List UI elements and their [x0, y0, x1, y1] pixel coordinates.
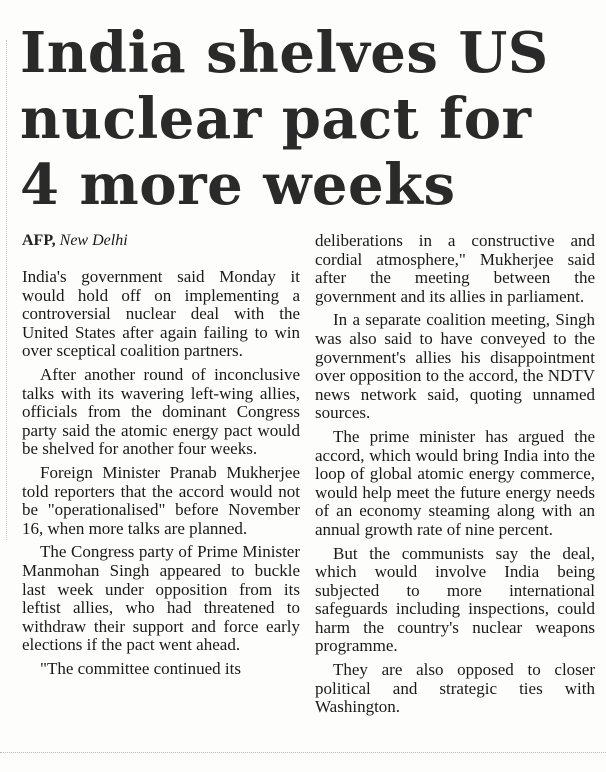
- article-column-right: [315, 232, 595, 722]
- paragraph: Foreign Minister Pranab Mukherjee told reporters that the accord would not be "operationalised" before November 16, when more talks are planned.: [22, 462, 300, 538]
- paragraph: They are also opposed to closer political and strategic ties with Washington.: [315, 660, 595, 717]
- paragraph: deliberations in a constructive and cordial atmosphere," Mukherjee said after the meeting between the government and its allies in parliament.: [315, 231, 595, 306]
- paragraph: But the communists say the deal, which would involve India being subjected to more international safeguards including inspections, could harm the country's nuclear weapons programme.: [315, 543, 595, 656]
- paragraph: The Congress party of Prime Minister Manmohan Singh appeared to buckle last week under opposition from its leftist allies, who had threatened to withdraw their support and force early elections if the pact went ahead.: [22, 542, 300, 655]
- byline-agency: AFP,: [22, 232, 56, 249]
- article-headline: [20, 20, 600, 218]
- paragraph: India's government said Monday it would hold off on implementing a controversial nuclear deal with the United States after again failing to win over sceptical coalition partners.: [22, 267, 300, 361]
- paragraph: "The committee continued its: [40, 658, 241, 678]
- headline-line-2: nuclear pact for: [20, 86, 532, 152]
- article-column-left: [22, 232, 300, 683]
- paragraph: After another round of inconclusive talks with its wavering left-wing allies, officials from the dominant Congress party said the atomic energy pact would be shelved for another four weeks.: [22, 364, 300, 459]
- byline: [22, 232, 300, 250]
- scan-edge-marks: [6, 40, 11, 540]
- byline-place: New Delhi: [59, 232, 128, 249]
- paragraph: The prime minister has argued the accord, which would bring India into the loop of global atomic energy commerce, would help meet the future energy needs of an economy steaming along with an annual growth rate of nine percent.: [315, 426, 595, 539]
- headline-line-3: 4 more weeks: [20, 152, 456, 218]
- paragraph: In a separate coalition meeting, Singh was also said to have conveyed to the government's allies his disappointment over opposition to the accord, the NDTV news network said, quoting unnamed sources.: [315, 310, 595, 423]
- scan-bottom-edge: [0, 752, 606, 754]
- headline-line-1: India shelves US: [20, 20, 549, 86]
